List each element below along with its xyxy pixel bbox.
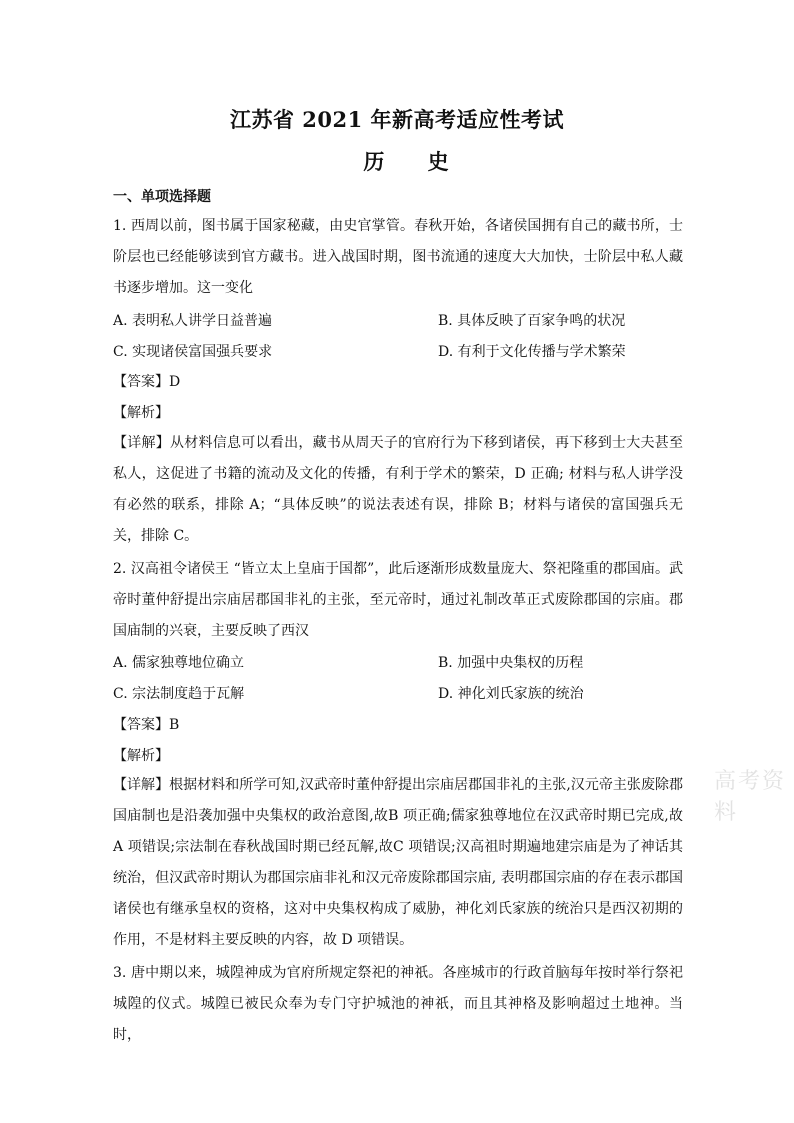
question-1-detail: 【详解】从材料信息可以看出，藏书从周天子的官府行为下移到诸侯，再下移到士大夫甚至私人，这促进了书籍的流动及文化的传播，有利于学术的繁荣，D 正确; 材料与私人讲学没有必然的联系，排除 A；“具体反映”的说法表述有误，排除 B；材料与诸侯的富国强兵无关，排除 C。 xyxy=(113,435,683,544)
question-1-answer: 【答案】D xyxy=(113,374,181,390)
question-1-option-b: B. 具体反映了百家争鸣的状况 xyxy=(438,313,626,329)
question-1-option-d: D. 有利于文化传播与学术繁荣 xyxy=(438,344,626,360)
question-2-option-b: B. 加强中央集权的历程 xyxy=(438,655,584,671)
question-2-option-d: D. 神化刘氏家族的统治 xyxy=(438,686,584,702)
question-2-stem: 2. 汉高祖令诸侯王 “皆立太上皇庙于国都”，此后逐渐形成数量庞大、祭祀隆重的郡国庙。武帝时董仲舒提出宗庙居郡国非礼的主张，至元帝时，通过礼制改革正式废除郡国的宗庙。郡国庙制的兴衰，主要反映了西汉 xyxy=(113,561,683,639)
question-2-answer: 【答案】B xyxy=(113,717,180,733)
question-1-stem: 1. 西周以前，图书属于国家秘藏，由史官掌管。春秋开始，各诸侯国拥有自己的藏书所，士阶层也已经能够读到官方藏书。进入战国时期，图书流通的速度大大加快，士阶层中私人藏书逐步增加。这一变化 xyxy=(113,218,683,296)
question-2-option-a: A. 儒家独尊地位确立 xyxy=(113,655,245,671)
question-2-analysis-label: 【解析】 xyxy=(113,748,169,764)
section-heading: 一、单项选择题 xyxy=(113,189,211,205)
question-2-detail: 【详解】根据材料和所学可知,汉武帝时董仲舒提出宗庙居郡国非礼的主张,汉元帝主张废除郡国庙制也是沿袭加强中央集权的政治意图,故B 项正确;儒家独尊地位在汉武帝时期已完成,故A 项错误;宗法制在春秋战国时期已经瓦解,故C 项错误;汉高祖时期遍地建宗庙是为了神话其统治，但汉武帝时期认为郡国宗庙非礼和汉元帝废除郡国宗庙, 表明郡国宗庙的存在表示郡国诸侯也有继承皇权的资格，这对中央集权构成了威胁，神化刘氏家族的统治只是西汉初期的作用，不是材料主要反映的内容，故 D 项错误。 xyxy=(113,777,683,948)
watermark: 高考资料 xyxy=(714,769,787,825)
question-3-stem: 3. 唐中期以来，城隍神成为官府所规定祭祀的神祇。各座城市的行政首脑每年按时举行祭祀城隍的仪式。城隍已被民众奉为专门守护城池的神祇，而且其神格及影响超过土地神。当时， xyxy=(113,965,683,1043)
question-2-option-c: C. 宗法制度趋于瓦解 xyxy=(113,686,245,702)
exam-title: 江苏省 2021 年新高考适应性考试 xyxy=(229,107,565,132)
subject-title: 历 史 xyxy=(363,149,467,174)
question-1-option-c: C. 实现诸侯富国强兵要求 xyxy=(113,344,273,360)
question-1-analysis-label: 【解析】 xyxy=(113,405,169,421)
question-1-option-a: A. 表明私人讲学日益普遍 xyxy=(113,313,273,329)
